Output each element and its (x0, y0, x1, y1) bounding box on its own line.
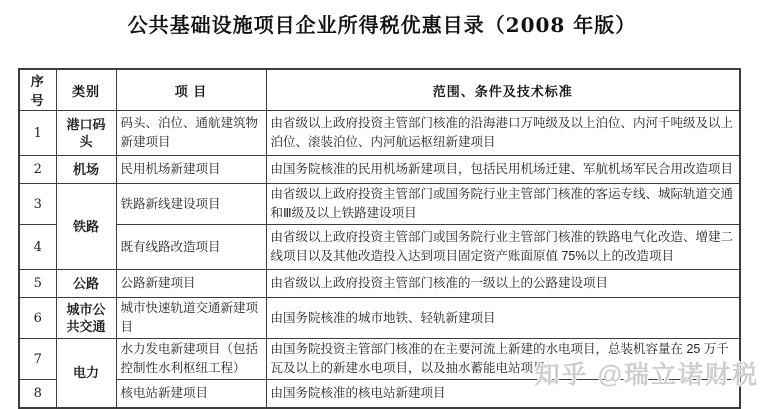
row-no: 5 (19, 270, 56, 298)
row-category-railway: 铁路 (56, 184, 116, 270)
row-no: 3 (19, 184, 56, 225)
row-no: 7 (19, 339, 56, 380)
col-header-category: 类别 (56, 69, 116, 111)
col-header-scope: 范围、条件及技术标准 (266, 69, 740, 111)
row-scope: 由国务院核准的核电站新建项目 (266, 380, 740, 408)
row-scope: 由国务院核准的城市地铁、轻轨新建项目 (266, 298, 740, 339)
row-category: 公路 (56, 270, 116, 298)
row-no: 6 (19, 298, 56, 339)
row-project: 水力发电新建项目（包括控制性水利枢纽工程） (116, 339, 266, 380)
table-row (19, 298, 740, 339)
col-header-project: 项 目 (116, 69, 266, 111)
page-title: 公共基础设施项目企业所得税优惠目录（2008 年版） (127, 13, 637, 37)
row-project: 核电站新建项目 (116, 380, 266, 408)
row-category-power: 电力 (56, 339, 116, 408)
row-scope: 由省级以上政府投资主管部门核准的一级以上的公路建设项目 (266, 270, 740, 298)
row-project: 民用机场新建项目 (116, 156, 266, 184)
row-scope: 由省级以上政府投资主管部门或国务院行业主管部门核准的客运专线、城际轨道交通和Ⅲ级及以上铁路建设项目 (266, 184, 740, 225)
row-no: 8 (19, 380, 56, 408)
row-project: 铁路新线建设项目 (116, 184, 266, 225)
table-row (19, 111, 740, 156)
row-category: 机场 (56, 156, 116, 184)
row-project: 码头、泊位、通航建筑物新建项目 (116, 111, 266, 156)
row-scope: 由国务院核准的民用机场新建项目，包括民用机场迁建、军航机场军民合用改造项目 (266, 156, 740, 184)
row-no: 2 (19, 156, 56, 184)
table-row (19, 156, 740, 184)
row-scope: 由省级以上政府投资主管部门核准的沿海港口万吨级及以上泊位、内河千吨级及以上泊位、滚装泊位、内河航运枢纽新建项目 (266, 111, 740, 156)
row-no: 1 (19, 111, 56, 156)
zhihu-watermark: 知乎 @瑞立诺财税 (534, 361, 759, 389)
row-project: 城市快速轨道交通新建项目 (116, 298, 266, 339)
row-no: 4 (19, 225, 56, 270)
row-category: 港口码头 (56, 111, 116, 156)
row-project: 既有线路改造项目 (116, 225, 266, 270)
row-project: 公路新建项目 (116, 270, 266, 298)
table-row (19, 270, 740, 298)
row-scope: 由省级以上政府投资主管部门或国务院行业主管部门核准的铁路电气化改造、增建二线项目以及其他改造投入达到项目固定资产账面原值 75%以上的改造项目 (266, 225, 740, 270)
col-header-no: 序号 (19, 69, 56, 111)
table-row (19, 184, 740, 225)
row-scope: 由国务院投资主管部门核准的在主要河流上新建的水电项目，总装机容量在 25 万千瓦及以上的新建水电项目，以及抽水蓄能电站项目 (266, 339, 740, 380)
table-row (19, 225, 740, 270)
table-header-row (19, 69, 740, 111)
row-category: 城市公共交通 (56, 298, 116, 339)
